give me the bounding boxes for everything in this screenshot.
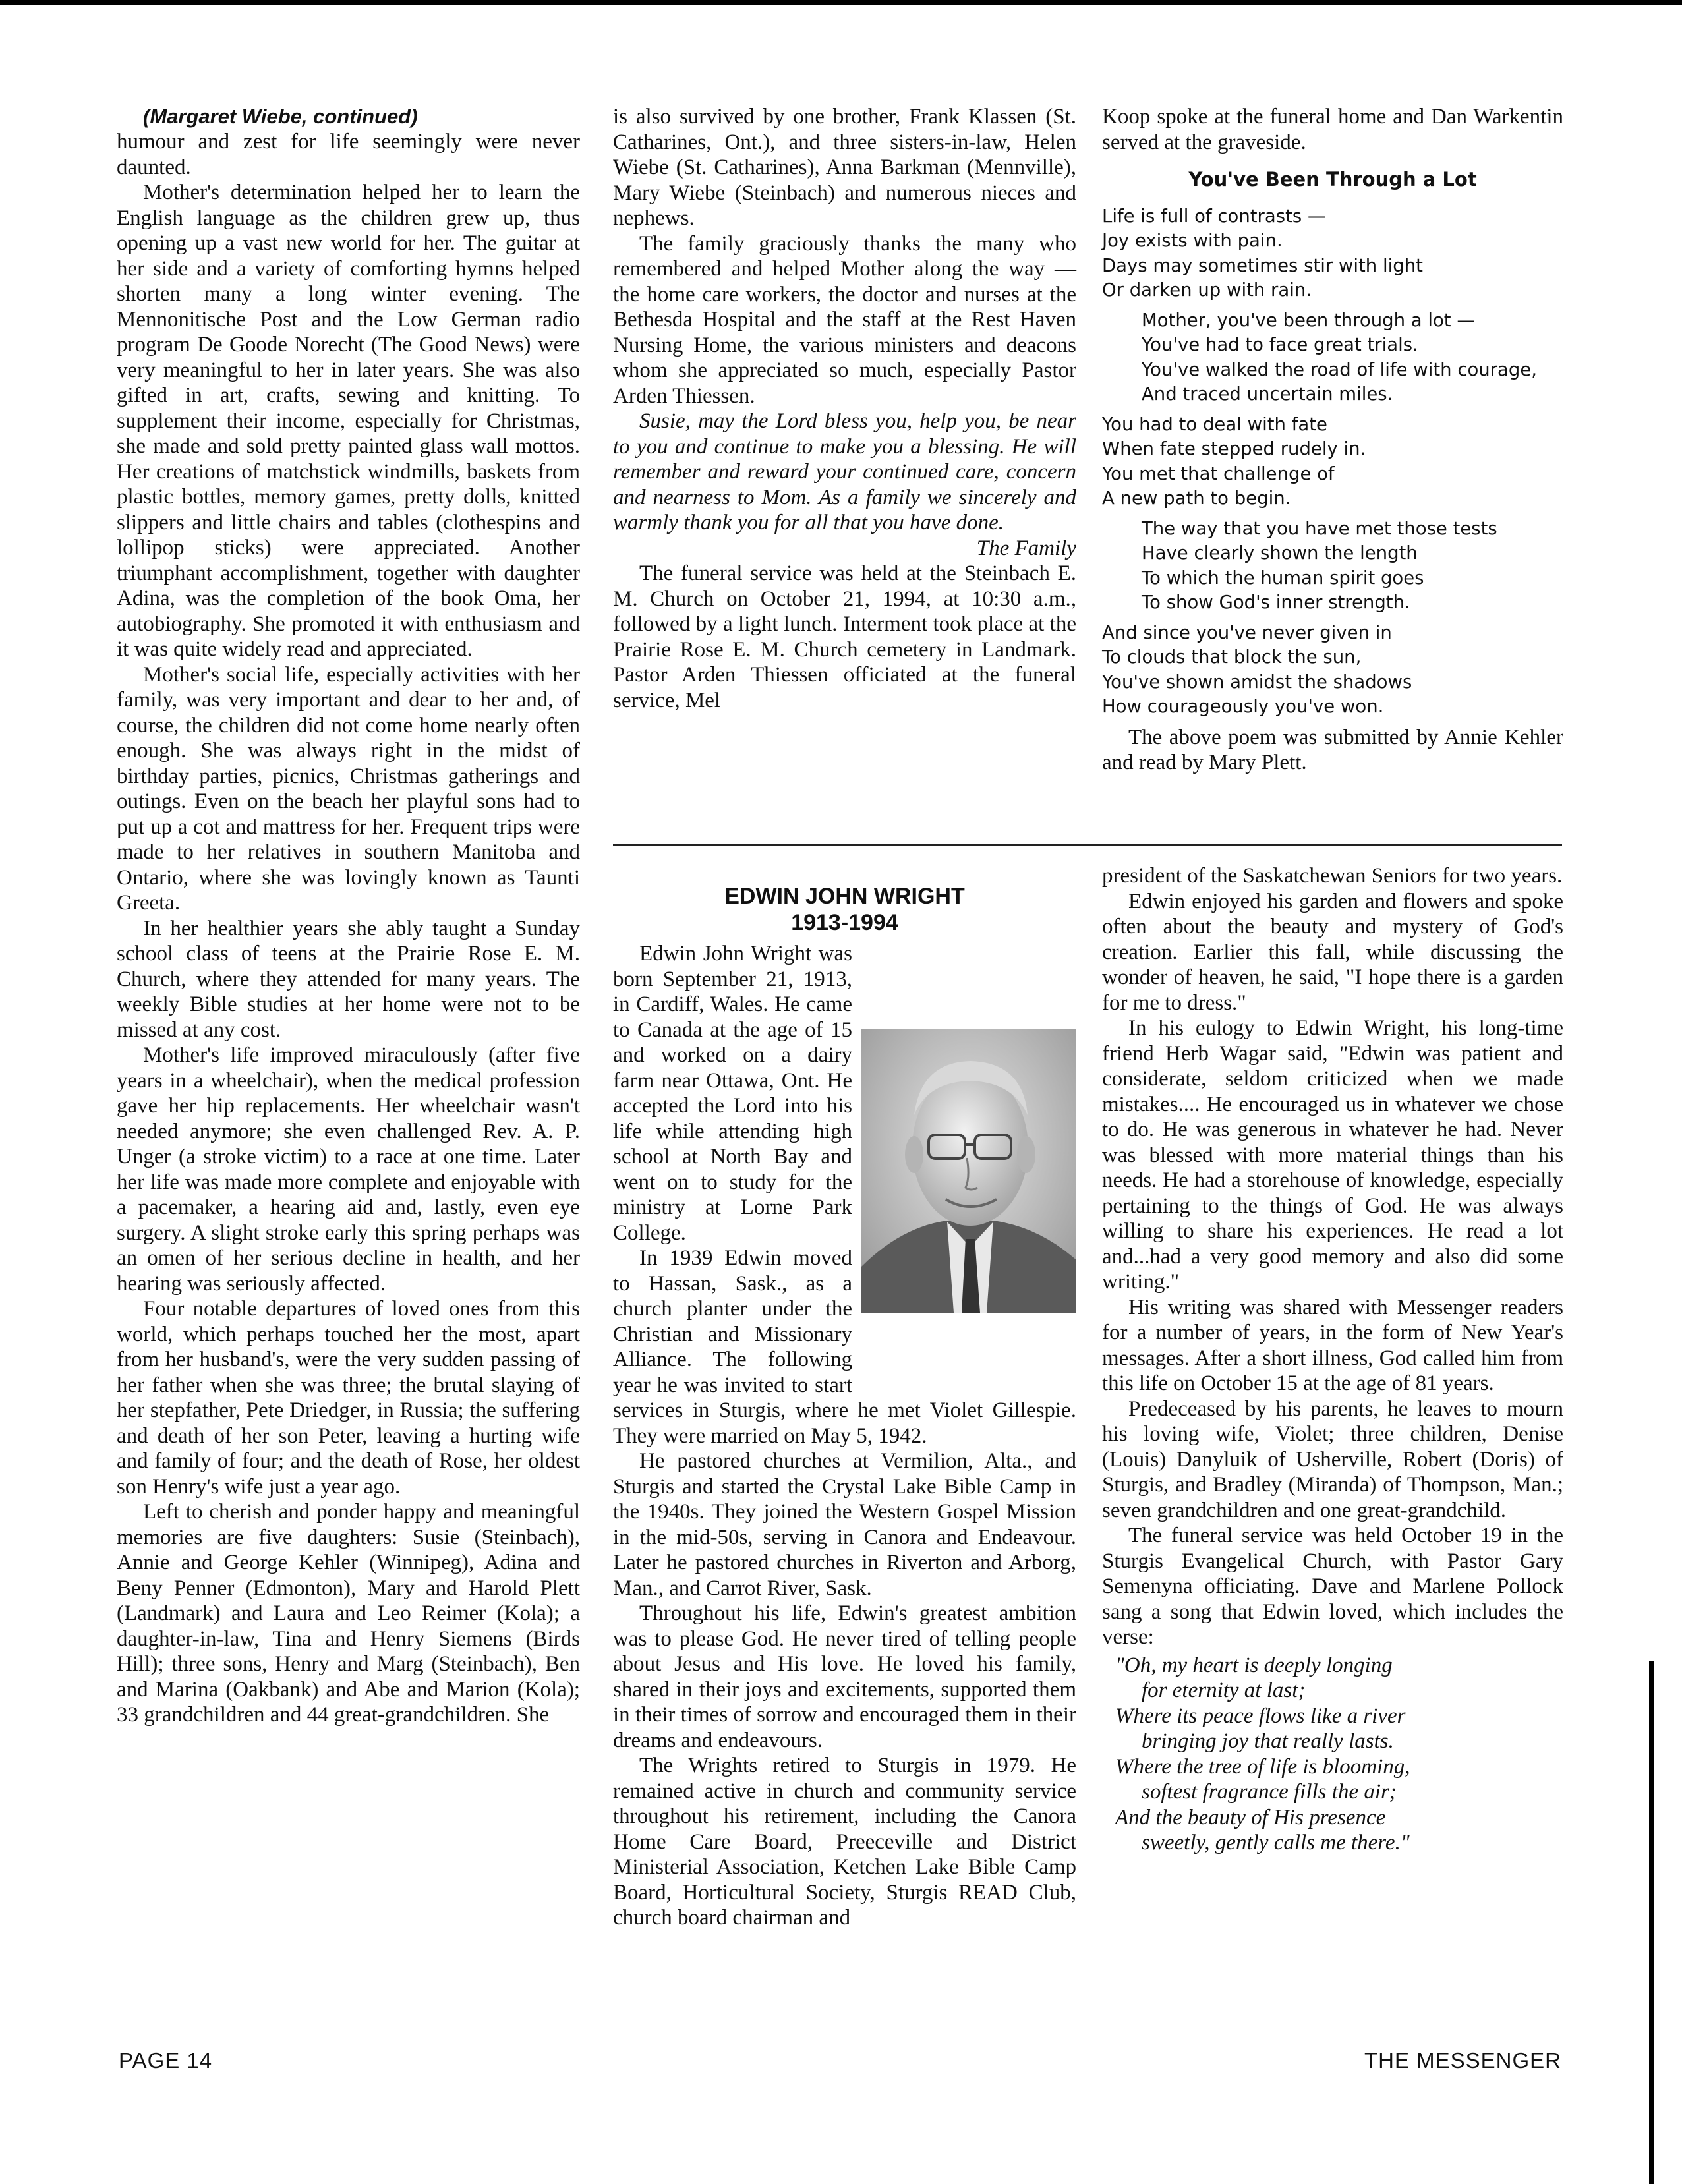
- obituary-column-left: [613, 941, 1076, 1931]
- paragraph: humour and zest for life seemingly were never daunted.: [117, 130, 580, 179]
- text-wrap-spacer: [852, 1025, 1076, 1394]
- poem-line: You've shown amidst the shadows: [1102, 671, 1412, 693]
- verse-line: sweetly, gently calls me there.": [1142, 1831, 1410, 1854]
- verse-line: for eternity at last;: [1142, 1679, 1306, 1702]
- poem-line: Mother, you've been through a lot —: [1142, 309, 1475, 331]
- paragraph: Left to cherish and ponder happy and meaningful memories are five daughters: Susie (Steinbach), Annie and George Kehler (Winnipeg), Adina and Beny Penner (Edmonton), Mary and Harold Plett (Landmark) and Laura and Leo Reimer (Kola); a daughter-in-law, Tina and Henry Siemens (Birds Hill); three sons, Henry and Marg (Steinbach), Ben and Marina (Oakbank) and Abe and Marion (Kola); 33 grandchildren and 44 great-grandchildren. She: [117, 1500, 580, 1727]
- poem-line: To clouds that block the sun,: [1102, 647, 1362, 668]
- continued-label: (Margaret Wiebe, continued): [143, 105, 418, 128]
- paragraph: The Wrights retired to Sturgis in 1979. He remained active in church and community service throughout his retirement, including the Canora Home Care Board, Preeceville and District Ministerial Association, Ketchen Lake Bible Camp Board, Horticultural Society, Sturgis READ Club, church board chairman and: [613, 1754, 1076, 1930]
- poem-stanza: [1102, 621, 1563, 720]
- top-border: [0, 0, 1682, 5]
- paragraph: He pastored churches at Vermilion, Alta., and Sturgis and started the Crystal Lake Bible Camp in the 1940s. They joined the Western Gospel Mission in the mid-50s, serving in Canora and Endeavour. Later he pastored churches in Riverton and Arborg, Man., and Carrot River, Sask.: [613, 1449, 1076, 1600]
- paragraph: In her healthier years she ably taught a Sunday school class of teens at the Prairie Rose E. M. Church, where they attended for many years. The weekly Bible studies at her home were not to be missed at any cost.: [117, 916, 580, 1042]
- poem-line: A new path to begin.: [1102, 488, 1291, 509]
- song-verse: [1115, 1653, 1563, 1856]
- publication-name: THE MESSENGER: [1364, 2048, 1561, 2073]
- verse-line: softest fragrance fills the air;: [1142, 1780, 1397, 1804]
- poem-stanza: [1102, 413, 1563, 511]
- paragraph: In 1939 Edwin moved to Hassan, Sask., as a church planter under the Christian and Missionary Alliance. The following year he was invited to start services in Sturgis, where he met Violet Gillespie. They were married on May 5, 1942.: [613, 1246, 1076, 1448]
- paragraph: [613, 941, 1076, 1246]
- scan-edge: [1649, 1661, 1654, 2184]
- poem-line: And since you've never given in: [1102, 621, 1392, 643]
- poem-stanza: [1102, 517, 1563, 616]
- column-2-top: [613, 104, 1076, 713]
- paragraph: The family graciously thanks the many who remembered and helped Mother along the way — the home care workers, the doctor and nurses at the Bethesda Hospital and the staff at the Rest Haven Nursing Home, the various ministers and deacons whom she appreciated so much, especially Pastor Arden Thiessen.: [613, 231, 1076, 408]
- poem-line: How courageously you've won.: [1102, 696, 1384, 717]
- poem-stanza: [1102, 204, 1563, 303]
- paragraph-italic: Susie, may the Lord bless you, help you, be near to you and continue to make you a blessing. He will remember and reward your continued care, concern and nearness to Mom. As a family we sincerely and warmly thank you for all that you have done.: [613, 409, 1076, 534]
- paragraph-text: Edwin John Wright was born September 21, 1913, in Cardiff, Wales. He came to Canada at the age of 15 and worked on a dairy farm near Ottawa, Ont. He accepted the Lord into his life while attending high school at North Bay and went on to study for the ministry at Lorne Park College.: [613, 942, 852, 1245]
- column-1: [117, 104, 580, 1728]
- paragraph: The funeral service was held October 19 in the Sturgis Evangelical Church, with Pastor Gary Semenyna officiating. Dave and Marlene Pollock sang a song that Edwin loved, which includes the verse:: [1102, 1524, 1563, 1649]
- poem: [1102, 204, 1563, 720]
- paragraph: In his eulogy to Edwin Wright, his long-time friend Herb Wagar said, "Edwin was patient and considerate, seldom criticized when we made mistakes.... He encouraged us in whatever we chose to do. He was generous in whatever he had. Never was blessed with more material things than his needs. He had a storehouse of knowledge, especially pertaining to the things of God. He was always willing to share his experiences. He read a lot and...had a very good memory and also did some writing.": [1102, 1016, 1563, 1294]
- poem-line: Have clearly shown the length: [1142, 542, 1418, 563]
- poem-line: Joy exists with pain.: [1102, 230, 1283, 251]
- poem-line: And traced uncertain miles.: [1142, 384, 1393, 405]
- poem-line: You met that challenge of: [1102, 463, 1335, 484]
- obituary-headline: [613, 883, 1076, 936]
- page-number: PAGE 14: [119, 2048, 213, 2073]
- poem-line: The way that you have met those tests: [1142, 517, 1497, 539]
- poem-line: You've walked the road of life with courage,: [1142, 359, 1537, 380]
- verse-line: "Oh, my heart is deeply longing: [1115, 1653, 1393, 1677]
- obituary-years: 1913-1994: [791, 910, 898, 935]
- paragraph: The above poem was submitted by Annie Kehler and read by Mary Plett.: [1102, 725, 1563, 774]
- verse-line: Where the tree of life is blooming,: [1115, 1754, 1410, 1779]
- poem-line: Or darken up with rain.: [1102, 279, 1312, 301]
- paragraph: is also survived by one brother, Frank Klassen (St. Catharines, Ont.), and three sisters-in-law, Helen Wiebe (St. Catharines), Anna Barkman (Mennville), Mary Wiebe (Steinbach) and numerous nieces and nephews.: [613, 105, 1076, 230]
- poem-line: Days may sometimes stir with light: [1102, 254, 1423, 276]
- paragraph: Edwin enjoyed his garden and flowers and spoke often about the beauty and mystery of God's creation. Earlier this fall, while discussing the wonder of heaven, he said, "I hope there is a garden for me to dress.": [1102, 889, 1563, 1015]
- poem-stanza: [1102, 308, 1563, 407]
- paragraph: Mother's social life, especially activities with her family, was very important and dear to her and, of course, the children did not come home nearly often enough. She was always right in the midst of birthday parties, picnics, Christmas gatherings and outings. Even on the beach her playful sons had to put up a cot and mattress for her. Frequent trips were made to her relatives in southern Manitoba and Ontario, where she was lovingly known as Taunti Greeta.: [117, 662, 580, 915]
- poem-title: You've Been Through a Lot: [1188, 168, 1477, 190]
- paragraph: Predeceased by his parents, he leaves to mourn his loving wife, Violet; three children, Denise (Louis) Danyluik of Usherville, Robert (Doris) of Sturgis, and Bradley (Miranda) of Thompson, Man.; seven grandchildren and one great-grandchild.: [1102, 1396, 1563, 1522]
- paragraph: president of the Saskatchewan Seniors for two years.: [1102, 864, 1563, 888]
- paragraph: Throughout his life, Edwin's greatest ambition was to please God. He never tired of telling people about Jesus and His love. He loved his family, shared in their joys and excitements, supported them in their times of sorrow and encouraged them in their dreams and endeavours.: [613, 1601, 1076, 1752]
- verse-line: Where its peace flows like a river: [1115, 1704, 1406, 1728]
- paragraph: The funeral service was held at the Steinbach E. M. Church on October 21, 1994, at 10:30 a.m., followed by a light lunch. Interment took place at the Prairie Rose E. M. Church cemetery in Landmark. Pastor Arden Thiessen officiated at the funeral service, Mel: [613, 561, 1076, 712]
- paragraph: His writing was shared with Messenger readers for a number of years, in the form of New Year's messages. After a short illness, God called him from this life on October 15 at the age of 81 years.: [1102, 1295, 1563, 1395]
- poem-line: When fate stepped rudely in.: [1102, 438, 1366, 459]
- poem-line: To show God's inner strength.: [1142, 592, 1410, 613]
- poem-line: To which the human spirit goes: [1142, 567, 1424, 589]
- poem-line: You've had to face great trials.: [1142, 334, 1418, 355]
- poem-line: You had to deal with fate: [1102, 413, 1327, 435]
- paragraph: Mother's determination helped her to learn the English language as the children grew up, thus opening up a vast new world for her. The guitar at her side and a variety of comforting hymns helped shorten many a long winter evening. The Mennonitische Post and the Low German radio program De Goode Norecht (The Good News) were very meaningful to her in later years. She was also gifted in art, crafts, sewing and knitting. To supplement their income, especially for Christmas, she made and sold pretty painted glass wall mottos. Her creations of matchstick windmills, baskets from plastic bottles, memory games, pretty dolls, knitted slippers and little chairs and tables (clothespins and lollipop sticks) were appreciated. Another triumphant accomplishment, together with daughter Adina, was the completion of the book Oma, her autobiography. She promoted it with enthusiasm and it was quite widely read and appreciated.: [117, 181, 580, 661]
- obituary-name: EDWIN JOHN WRIGHT: [724, 884, 965, 909]
- poem-line: Life is full of contrasts —: [1102, 205, 1326, 227]
- verse-line: bringing joy that really lasts.: [1142, 1729, 1394, 1753]
- paragraph: Four notable departures of loved ones from this world, which perhaps touched her the most, apart from her husband's, were the very sudden passing of her father when she was three; the brutal slaying of her stepfather, Pete Driedger, in Russia; the suffering and death of her son Peter, leaving a hurting wife and family of four; and the death of Rose, her oldest son Henry's wife just a year ago.: [117, 1297, 580, 1499]
- obituary-column-right: [1102, 863, 1563, 1856]
- paragraph: Mother's life improved miraculously (after five years in a wheelchair), when the medical profession gave her hip replacements. Her wheelchair wasn't needed anymore; she even challenged Rev. A. P. Unger (a stroke victim) to a race at one time. Later her life was made more complete and enjoyable with a pacemaker, a hearing aid and, lastly, even eye surgery. A slight stroke early this spring perhaps was an omen of her serious decline in health, and her hearing was seriously affected.: [117, 1043, 580, 1296]
- verse-line: And the beauty of His presence: [1115, 1805, 1386, 1829]
- column-3-top: [1102, 104, 1563, 776]
- signature: The Family: [976, 536, 1076, 560]
- paragraph: Koop spoke at the funeral home and Dan Warkentin served at the graveside.: [1102, 105, 1563, 154]
- section-divider: [613, 844, 1562, 846]
